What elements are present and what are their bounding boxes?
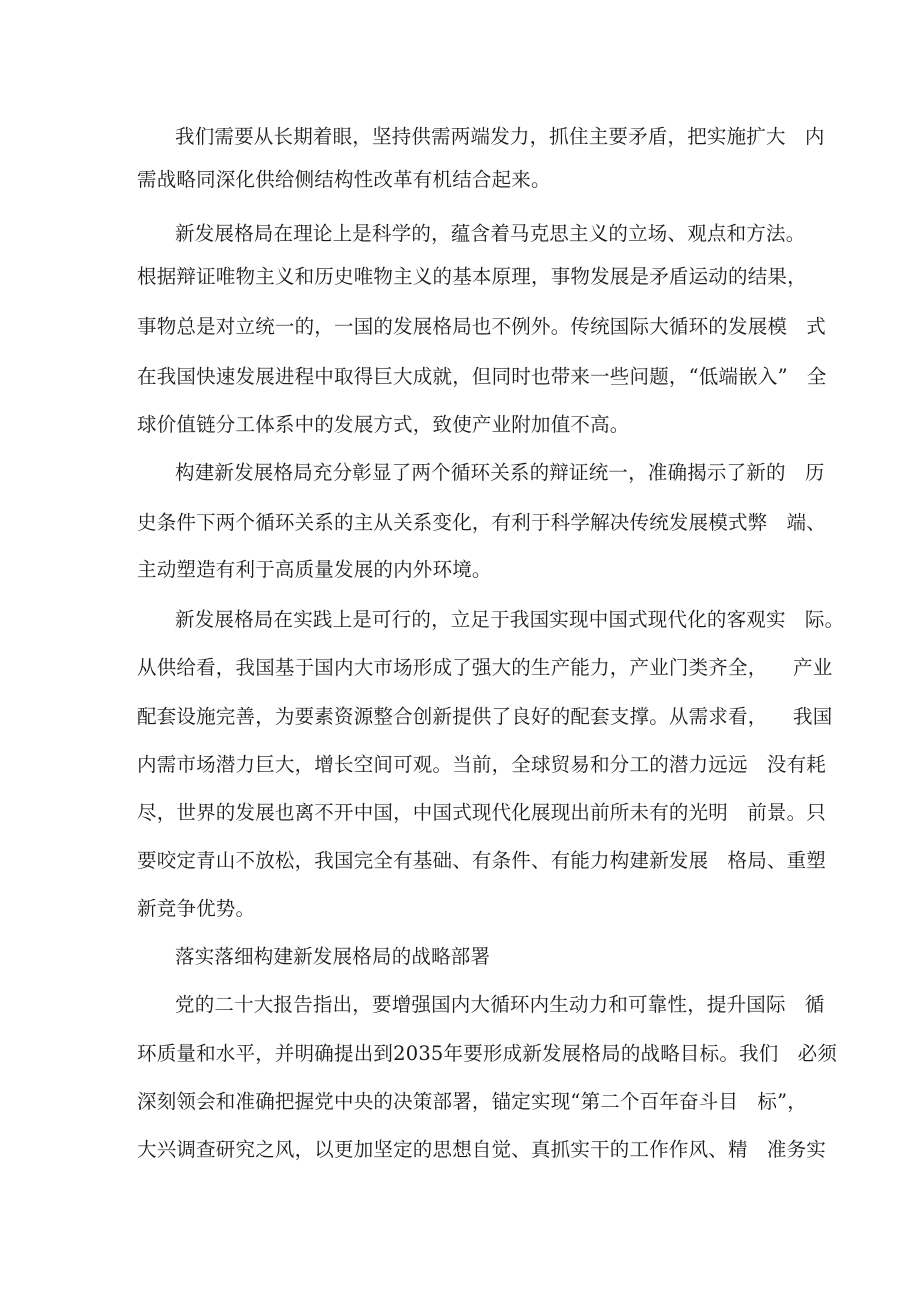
text-line: 新竞争优势。 (137, 897, 256, 920)
text-line: 主动塑造有利于高质量发展的内外环境。 (137, 558, 492, 581)
text-line: 从供给看，我国基于国内大市场形成了强大的生产能力，产业门类齐全， 产业 (137, 656, 833, 679)
text-line: 球价值链分工体系中的发展方式，致使产业附加值不高。 (137, 413, 630, 436)
text-line: 大兴调查研究之风，以更加坚定的思想自觉、真抓实干的工作作风、精 准务实 (137, 1138, 826, 1161)
text-line: 深刻领会和准确把握党中央的决策部署，锚定实现“第二个百年奋斗目 标”， (137, 1090, 807, 1113)
text-line: 构建新发展格局充分彰显了两个循环关系的辩证统一，准确揭示了新的 历 (175, 461, 825, 484)
text-line: 史条件下两个循环关系的主从关系变化，有利于科学解决传统发展模式弊 端、 (137, 511, 826, 534)
text-line: 内需市场潜力巨大，增长空间可观。当前，全球贸易和分工的潜力远远 没有耗 (137, 753, 826, 776)
text-line: 环质量和水平，并明确提出到2035年要形成新发展格局的战略目标。我们 必须 (137, 1042, 838, 1065)
text-line: 尽，世界的发展也离不开中国，中国式现代化展现出前所未有的光明 前景。只 (137, 801, 826, 824)
text-line: 要咬定青山不放松，我国完全有基础、有条件、有能力构建新发展 格局、重塑 (137, 849, 826, 872)
text-line: 在我国快速发展进程中取得巨大成就，但同时也带来一些问题，“低端嵌入” 全 (137, 365, 827, 388)
text-line: 根据辩证唯物主义和历史唯物主义的基本原理，事物发展是矛盾运动的结果， (137, 265, 807, 288)
text-line: 新发展格局在实践上是可行的，立足于我国实现中国式现代化的客观实 际。 (175, 608, 845, 631)
text-line: 新发展格局在理论上是科学的，蕴含着马克思主义的立场、观点和方法。 (175, 222, 806, 245)
text-line: 党的二十大报告指出，要增强国内大循环内生动力和可靠性，提升国际 循 (175, 993, 825, 1016)
text-line: 我们需要从长期着眼，坚持供需两端发力，抓住主要矛盾，把实施扩大 内 (175, 125, 825, 148)
text-line: 需战略同深化供给侧结构性改革有机结合起来。 (137, 168, 551, 191)
section-heading: 落实落细构建新发展格局的战略部署 (175, 945, 491, 968)
text-line: 配套设施完善，为要素资源整合创新提供了良好的配套支撑。从需求看， 我国 (137, 705, 833, 728)
text-line: 事物总是对立统一的，一国的发展格局也不例外。传统国际大循环的发展模 式 (137, 315, 826, 338)
